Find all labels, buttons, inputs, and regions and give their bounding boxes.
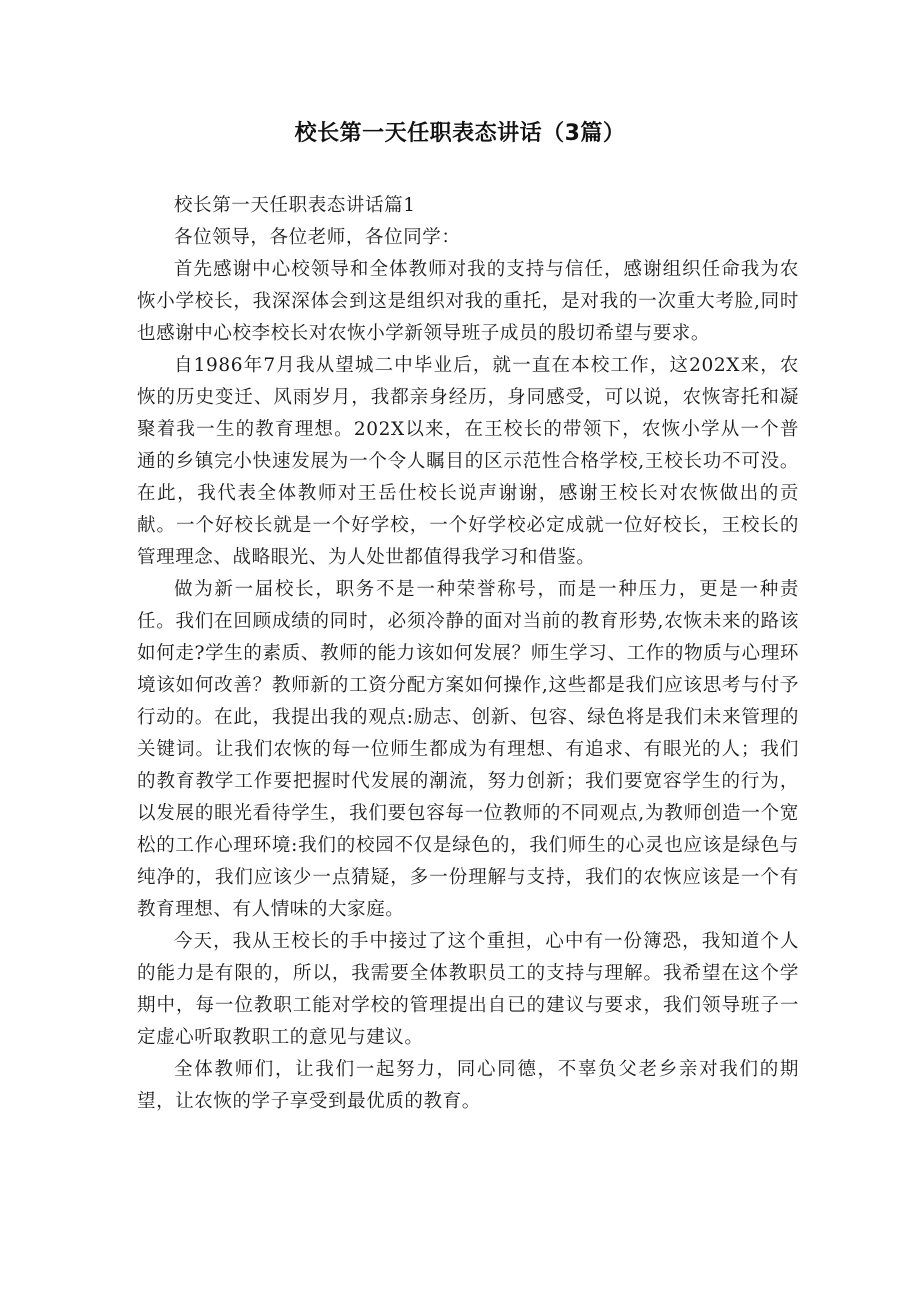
body-paragraph: 做为新一届校长，职务不是一种荣誉称号，而是一种压力，更是一种责任。我们在回顾成绩的同时，必须冷静的面对当前的教育形势,农恢未来的路该如何走?学生的素质、教师的能力该如何发展？师生学习、工作的物质与心理环境该如何改善？教师新的工资分配方案如何操作,这些都是我们应该思考与付予行动的。在此，我提出我的观点:励志、创新、包容、绿色将是我们未来管理的关键词。让我们农恢的每一位师生都成为有理想、有追求、有眼光的人；我们的教育教学工作要把握时代发展的潮流，努力创新；我们要宽容学生的行为，以发展的眼光看待学生，我们要包容每一位教师的不同观点,为教师创造一个宽松的工作心理环境:我们的校园不仅是绿色的，我们师生的心灵也应该是绿色与纯净的，我们应该少一点猜疑，多一份理解与支持，我们的农恢应该是一个有教育理想、有人情味的大家庭。 [137, 579, 799, 920]
document-body [137, 190, 799, 1118]
body-paragraph: 今天，我从王校长的手中接过了这个重担，心中有一份簿恐，我知道个人的能力是有限的，所以，我需要全体教职员工的支持与理解。我希望在这个学期中，每一位教职工能对学校的管理提出自已的建议与要求，我们领导班子一定虚心听取教职工的意见与建议。 [137, 931, 799, 1048]
salutation: 各位领导，各位老师，各位同学： [174, 227, 461, 248]
document-title: 校长第一天任职表态讲话（3篇） [294, 121, 626, 146]
body-paragraph: 首先感谢中心校领导和全体教师对我的支持与信任，感谢组织任命我为农恢小学校长，我深深体会到这是组织对我的重托，是对我的一次重大考脸,同时也感谢中心校李校长对农恢小学新领导班子成员的殷切希望与要求。 [137, 259, 799, 344]
body-paragraph: 自1986年7月我从望城二中毕业后，就一直在本校工作，这202X来，农恢的历史变迁、风雨岁月，我都亲身经历，身同感受，可以说，农恢寄托和凝聚着我一生的教育理想。202X以来，在王校长的带领下，农恢小学从一个普通的乡镇完小快速发展为一个令人瞩目的区示范性合格学校,王校长功不可没。在此，我代表全体教师对王岳仕校长说声谢谢，感谢王校长对农恢做出的贡献。一个好校长就是一个好学校，一个好学校必定成就一位好校长，王校长的管理理念、战略眼光、为人处世都值得我学习和借鉴。 [137, 355, 799, 568]
body-paragraph: 全体教师们，让我们一起努力，同心同德，不辜负父老乡亲对我们的期望，让农恢的学子享受到最优质的教育。 [137, 1059, 799, 1112]
section-heading: 校长第一天任职表态讲话篇1 [174, 195, 416, 216]
